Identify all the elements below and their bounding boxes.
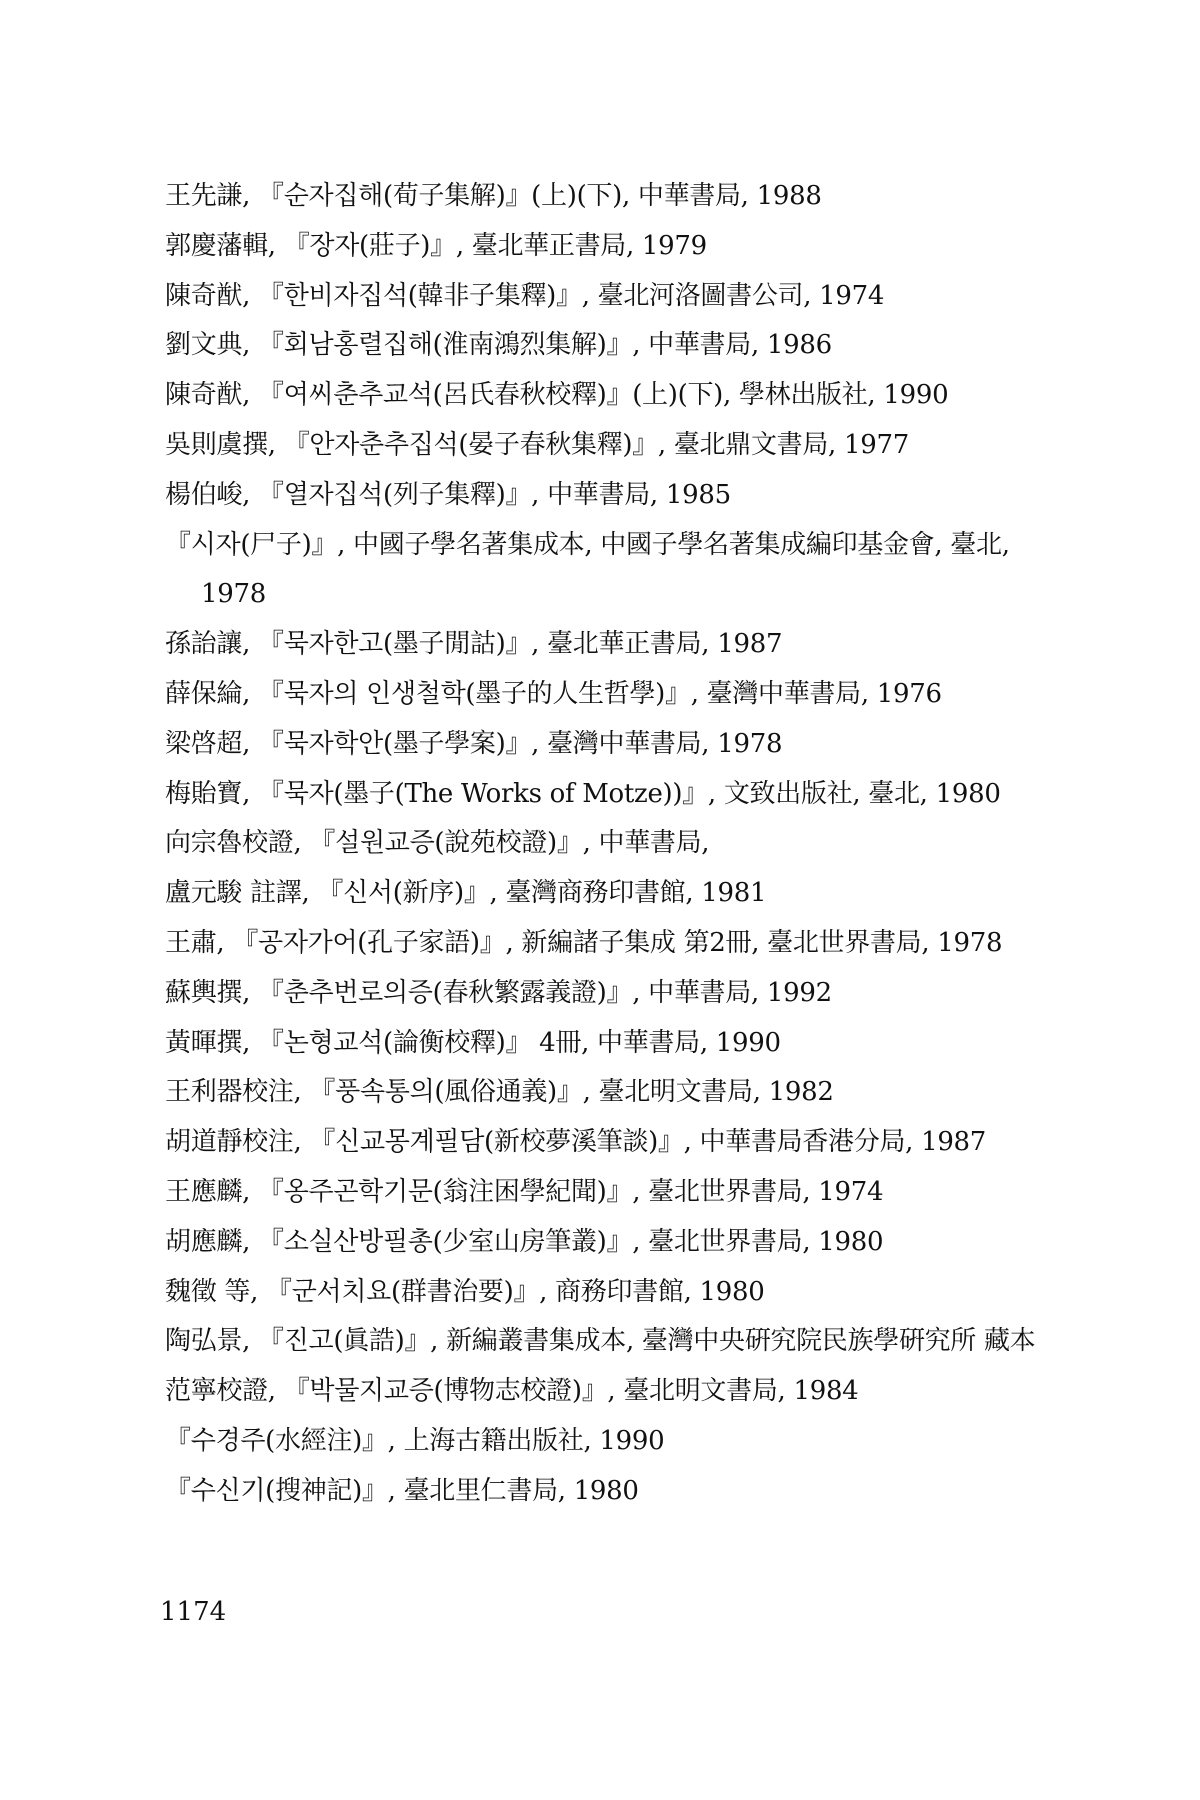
bibliography-entry: 王先謙, 『순자집해(荀子集解)』(上)(下), 中華書局, 1988 [165,181,822,211]
bibliography-entry: 黃暉撰, 『논형교석(論衡校釋)』 4冊, 中華書局, 1990 [165,1027,781,1058]
bibliography-entry: 王應麟, 『옹주곤학기문(翁注困學紀聞)』, 臺北世界書局, 1974 [165,1176,884,1207]
bibliography-entry: 孫詒讓, 『묵자한고(墨子閒詁)』, 臺北華正書局, 1987 [165,629,783,660]
bibliography-entry: 陳奇猷, 『여씨춘추교석(呂氏春秋校釋)』(上)(下), 學林出版社, 1990 [165,380,949,411]
bibliography-entry: 『수경주(水經注)』, 上海古籍出版社, 1990 [165,1425,665,1456]
bibliography-entry: 楊伯峻, 『열자집석(列子集釋)』, 中華書局, 1985 [165,479,731,510]
bibliography-entry: 胡道靜校注, 『신교몽계필담(新校夢溪筆談)』, 中華書局香港分局, 1987 [165,1127,987,1158]
bibliography-entry: 王肅, 『공자가어(孔子家語)』, 新編諸子集成 第2冊, 臺北世界書局, 1978 [165,927,1003,958]
bibliography-entry: 盧元駿 註譯, 『신서(新序)』, 臺灣商務印書館, 1981 [165,878,767,909]
bibliography-entry: 薛保綸, 『묵자의 인생철학(墨子的人生哲學)』, 臺灣中華書局, 1976 [165,678,942,709]
bibliography-entry: 劉文典, 『회남홍렬집해(淮南鴻烈集解)』, 中華書局, 1986 [165,330,832,361]
bibliography-entry: 梁啓超, 『묵자학안(墨子學案)』, 臺灣中華書局, 1978 [165,728,783,759]
bibliography-entry: 魏徵 等, 『군서치요(群書治要)』, 商務印書館, 1980 [165,1276,765,1307]
bibliography-entry: 陳奇猷, 『한비자집석(韓非子集釋)』, 臺北河洛圖書公司, 1974 [165,280,885,311]
bibliography-entry: 吳則虞撰, 『안자춘추집석(晏子春秋集釋)』, 臺北鼎文書局, 1977 [165,429,909,460]
bibliography-entry: 蘇輿撰, 『춘추번로의증(春秋繁露義證)』, 中華書局, 1992 [165,977,832,1008]
bibliography-entry: 王利器校注, 『풍속통의(風俗通義)』, 臺北明文書局, 1982 [165,1077,834,1108]
page-number: 1174 [160,1597,227,1627]
bibliography-entry: 『시자(尸子)』, 中國子學名著集成本, 中國子學名著集成編印基金會, 臺北, 1978 [165,529,1010,610]
bibliography-entry: 梅貽寶, 『묵자(墨子(The Works of Motze))』, 文致出版社, 臺北, 1980 [165,778,1001,809]
bibliography-entry: 『수신기(搜神記)』, 臺北里仁書局, 1980 [165,1475,639,1506]
bibliography-entry: 陶弘景, 『진고(眞誥)』, 新編叢書集成本, 臺灣中央硏究院民族學硏究所 藏本 [165,1326,1036,1357]
bibliography-entry: 范寧校證, 『박물지교증(博物志校證)』, 臺北明文書局, 1984 [165,1376,859,1407]
bibliography-list [165,172,1065,1517]
bibliography-entry: 胡應麟, 『소실산방필총(少室山房筆叢)』, 臺北世界書局, 1980 [165,1226,884,1257]
bibliography-entry: 郭慶藩輯, 『장자(莊子)』, 臺北華正書局, 1979 [165,230,707,261]
bibliography-entry: 向宗魯校證, 『설원교증(說苑校證)』, 中華書局, [165,828,710,859]
